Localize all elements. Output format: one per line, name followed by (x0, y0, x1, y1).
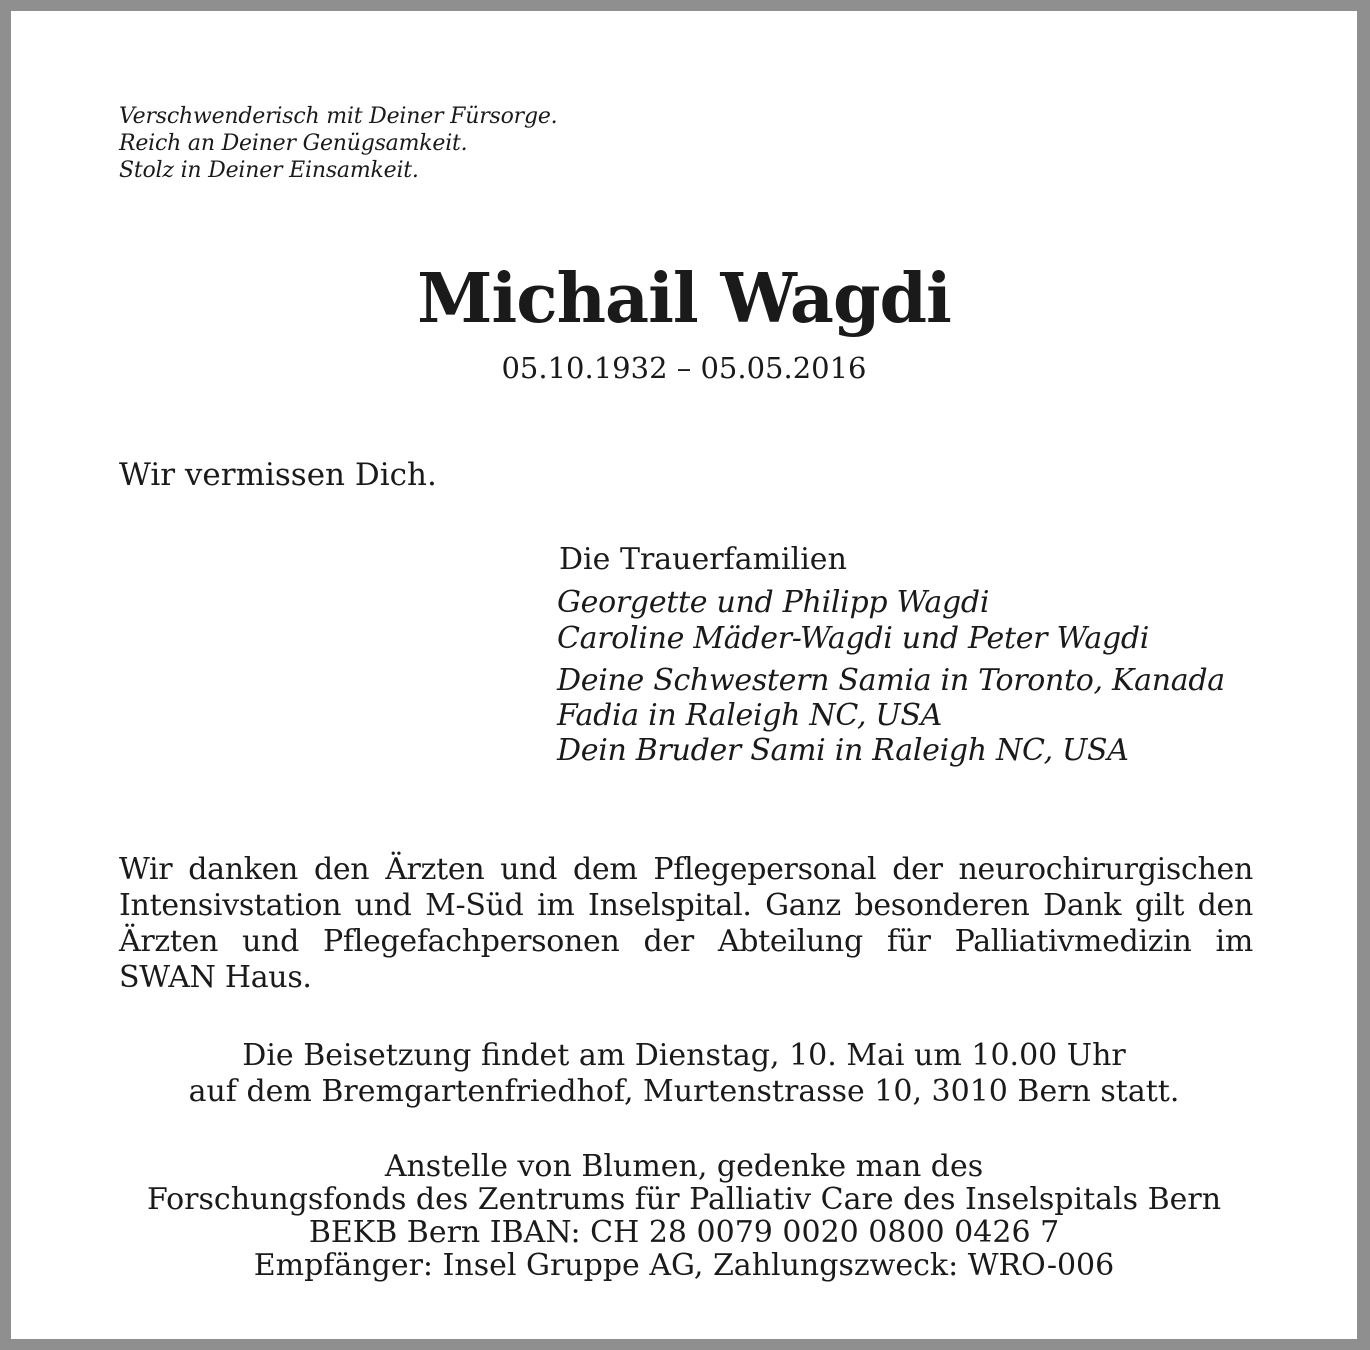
motto (119, 103, 557, 184)
family-children (557, 585, 1225, 657)
funeral-info (11, 1038, 1357, 1110)
family-heading: Die Trauerfamilien (559, 542, 847, 577)
donation-line: Anstelle von Blumen, gedenke man des (384, 1149, 984, 1184)
mourning-family (557, 541, 1225, 768)
motto-line: Reich an Deiner Genügsamkeit. (119, 131, 468, 156)
donation-line: Empfänger: Insel Gruppe AG, Zahlungszweck: WRO-006 (253, 1248, 1115, 1283)
thanks-paragraph: Wir danken den Ärzten und dem Pflegepersonal der neurochirurgischen Intensivstation und M-Süd im Inselspital. Ganz besonderen Dank gilt den Ärzten und Pflegefachpersonen der Abteilung für Palliativmedizin im SWAN Haus. (119, 852, 1253, 995)
family-member: Georgette und Philipp Wagdi (557, 585, 990, 620)
donation-line: BEKB Bern IBAN: CH 28 0079 0020 0800 0426 7 (308, 1215, 1060, 1250)
obituary-notice (11, 11, 1357, 1339)
message: Wir vermissen Dich. (119, 457, 437, 493)
motto-line: Stolz in Deiner Einsamkeit. (119, 158, 419, 183)
life-dates: 05.10.1932 – 05.05.2016 (501, 351, 867, 385)
deceased-name: Michail Wagdi (417, 259, 951, 339)
family-member: Fadia in Raleigh NC, USA (557, 698, 943, 733)
family-member: Caroline Mäder-Wagdi und Peter Wagdi (557, 621, 1150, 656)
family-siblings (557, 663, 1225, 768)
family-member: Dein Bruder Sami in Raleigh NC, USA (557, 733, 1129, 768)
donation-info (11, 1150, 1357, 1282)
funeral-line: auf dem Bremgartenfriedhof, Murtenstrasse 10, 3010 Bern statt. (188, 1074, 1180, 1109)
family-member: Deine Schwestern Samia in Toronto, Kanada (557, 663, 1225, 698)
donation-line: Forschungsfonds des Zentrums für Palliativ Care des Inselspitals Bern (146, 1182, 1222, 1217)
motto-line: Verschwenderisch mit Deiner Fürsorge. (119, 104, 558, 129)
funeral-line: Die Beisetzung findet am Dienstag, 10. Mai um 10.00 Uhr (242, 1038, 1126, 1073)
